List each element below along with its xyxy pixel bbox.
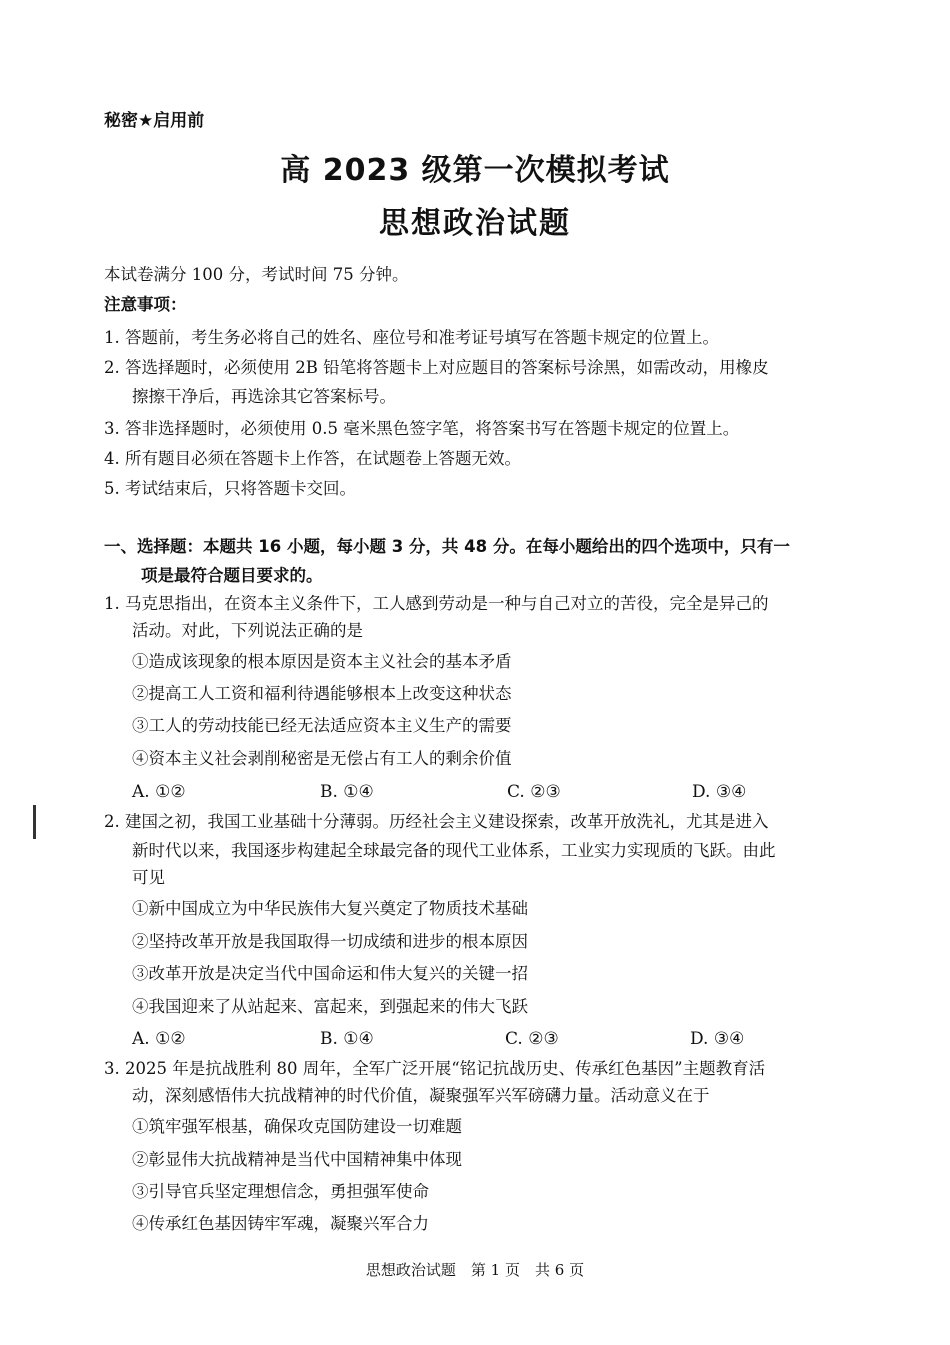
note-item: 2. 答选择题时，必须使用 2B 铅笔将答题卡上对应题目的答案标号涂黑，如需改动，用橡皮 [104,358,769,377]
score-time-info: 本试卷满分 100 分，考试时间 75 分钟。 [104,265,409,284]
question-1-item: ③工人的劳动技能已经无法适应资本主义生产的需要 [132,716,512,735]
question-2-stem: 可见 [132,868,165,887]
subject-title: 思想政治试题 [379,206,571,241]
question-1-option-d: D. ③④ [692,782,747,802]
section-heading: 一、选择题：本题共 16 小题，每小题 3 分，共 48 分。在每小题给出的四个选项中，只有一 [104,537,790,556]
question-1-item: ②提高工人工资和福利待遇能够根本上改变这种状态 [132,684,512,703]
question-1-option-b: B. ①④ [320,782,374,802]
question-2-option-d: D. ③④ [690,1029,745,1049]
question-2-item: ①新中国成立为中华民族伟大复兴奠定了物质技术基础 [132,899,528,918]
note-item: 3. 答非选择题时，必须使用 0.5 毫米黑色签字笔，将答案书写在答题卡规定的位置上。 [104,419,740,438]
secret-label: 秘密★启用前 [104,111,205,131]
question-2-item: ③改革开放是决定当代中国命运和伟大复兴的关键一招 [132,964,528,983]
question-1-item: ④资本主义社会剥削秘密是无偿占有工人的剩余价值 [132,749,512,768]
question-2-option-b: B. ①④ [320,1029,374,1049]
question-2-option-c: C. ②③ [505,1029,559,1049]
question-3-stem: 3. 2025 年是抗战胜利 80 周年，全军广泛开展“铭记抗战历史、传承红色基因”主题教育活 [104,1059,766,1078]
scan-mark [33,805,36,839]
section-heading-cont: 项是最符合题目要求的。 [141,566,323,585]
question-1-stem: 活动。对此，下列说法正确的是 [132,621,363,640]
question-2-item: ④我国迎来了从站起来、富起来，到强起来的伟大飞跃 [132,997,528,1016]
question-1-stem: 1. 马克思指出，在资本主义条件下，工人感到劳动是一种与自己对立的苦役，完全是异己的 [104,594,769,613]
notes-heading: 注意事项： [104,295,187,314]
question-2-option-a: A. ①② [132,1029,186,1049]
note-item: 擦擦干净后，再选涂其它答案标号。 [132,387,396,406]
question-2-stem: 新时代以来，我国逐步构建起全球最完备的现代工业体系，工业实力实现质的飞跃。由此 [132,841,776,860]
page-footer: 思想政治试题 第 1 页 共 6 页 [365,1261,585,1279]
question-3-item: ③引导官兵坚定理想信念，勇担强军使命 [132,1182,429,1201]
question-2-stem: 2. 建国之初，我国工业基础十分薄弱。历经社会主义建设探索，改革开放洗礼，尤其是进入 [104,812,769,831]
question-1-option-c: C. ②③ [507,782,561,802]
question-2-item: ②坚持改革开放是我国取得一切成绩和进步的根本原因 [132,932,528,951]
question-3-item: ②彰显伟大抗战精神是当代中国精神集中体现 [132,1150,462,1169]
question-3-stem: 动，深刻感悟伟大抗战精神的时代价值，凝聚强军兴军磅礴力量。活动意义在于 [132,1086,710,1105]
question-1-option-a: A. ①② [132,782,186,802]
question-3-item: ①筑牢强军根基，确保攻克国防建设一切难题 [132,1117,462,1136]
note-item: 5. 考试结束后，只将答题卡交回。 [104,479,356,498]
exam-title: 高 2023 级第一次模拟考试 [280,153,670,188]
note-item: 4. 所有题目必须在答题卡上作答，在试题卷上答题无效。 [104,449,521,468]
question-1-item: ①造成该现象的根本原因是资本主义社会的基本矛盾 [132,652,512,671]
note-item: 1. 答题前，考生务必将自己的姓名、座位号和准考证号填写在答题卡规定的位置上。 [104,328,719,347]
question-3-item: ④传承红色基因铸牢军魂，凝聚兴军合力 [132,1214,429,1233]
